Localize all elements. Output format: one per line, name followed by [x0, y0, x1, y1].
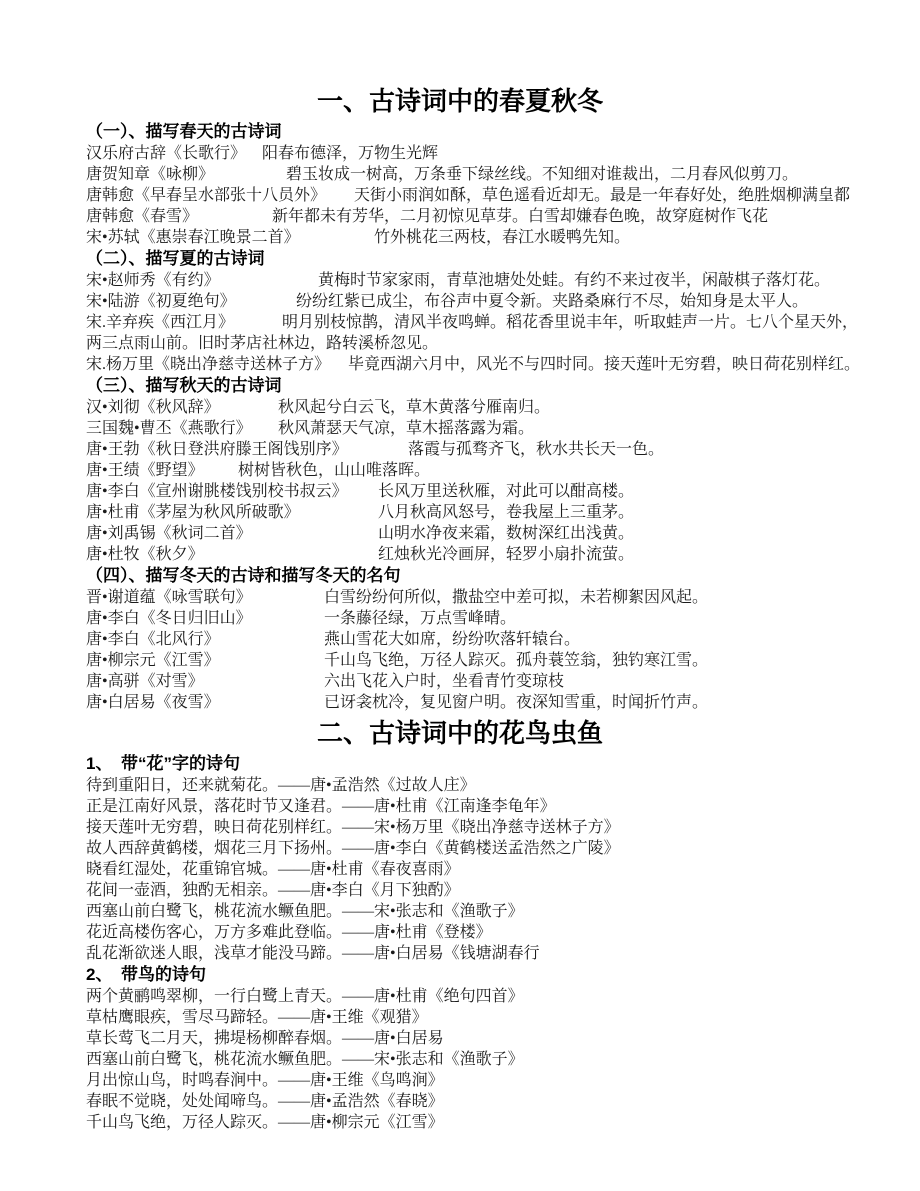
poem-source: 汉乐府古辞《长歌行》 [86, 145, 247, 162]
poem-line [86, 439, 870, 460]
poem-line [86, 312, 870, 354]
verse-line: 春眠不觉晓，处处闻啼鸟。——唐•孟浩然《春晓》 [86, 1093, 444, 1110]
poem-source: 晋•谢道蕴《咏雪联句》 [86, 589, 252, 606]
poem-source: 唐韩愈《早春呈水部张十八员外》 [86, 187, 327, 204]
section-spring [86, 121, 870, 248]
poem-line [86, 227, 870, 248]
verse-line: 花近高楼伤客心，万方多难此登临。——唐•杜甫《登楼》 [86, 924, 492, 941]
poem-source: 宋.杨万里《晓出净慈寺送林子方》 [86, 356, 331, 373]
verse-line: 西塞山前白鹭飞，桃花流水鳜鱼肥。——宋•张志和《渔歌子》 [86, 1051, 524, 1068]
verse-line: 月出惊山鸟，时鸣春涧中。——唐•王维《鸟鸣涧》 [86, 1072, 444, 1089]
verse-line: 晓看红湿处，花重锦官城。——唐•杜甫《春夜喜雨》 [86, 861, 460, 878]
poem-quote: 白雪纷纷何所似，撒盐空中差可拟，未若柳絮因风起。 [324, 589, 709, 606]
part1-title: 一、古诗词中的春夏秋冬 [316, 86, 603, 116]
poem-source: 唐•李白《冬日归旧山》 [86, 610, 252, 627]
poem-line [86, 608, 870, 629]
poem-quote: 纷纷红紫已成尘，布谷声中夏令新。夹路桑麻行不尽，始知身是太平人。 [296, 293, 809, 310]
poem-source: 唐•高骈《对雪》 [86, 673, 204, 690]
poem-source: 宋•赵师秀《有约》 [86, 272, 220, 289]
section-summer-header: （二）、描写夏的古诗词 [86, 249, 265, 268]
poem-source: 唐•李白《宣州谢朓楼饯别校书叔云》 [86, 483, 348, 500]
poem-line [86, 206, 870, 227]
poem-line [86, 502, 870, 523]
poem-quote: 落霞与孤骛齐飞，秋水共长天一色。 [408, 441, 665, 458]
poem-quote: 毕竟西湖六月中，风光不与四时同。接天莲叶无穷碧，映日荷花别样红。 [348, 356, 861, 373]
poem-quote: 树树皆秋色，山山唯落晖。 [238, 462, 431, 479]
poem-line [86, 671, 870, 692]
poem-source: 宋•陆游《初夏绝句》 [86, 293, 236, 310]
verse-line: 正是江南好风景，落花时节又逢君。——唐•杜甫《江南逢李龟年》 [86, 798, 556, 815]
poem-line [86, 692, 870, 713]
poem-source: 唐•白居易《夜雪》 [86, 694, 220, 711]
poem-quote: 竹外桃花三两枝，春江水暖鸭先知。 [374, 229, 631, 246]
poem-quote: 一条藤径绿，万点雪峰晴。 [324, 610, 517, 627]
section-spring-header: （一）、描写春天的古诗词 [86, 122, 282, 141]
subsection-bird [86, 964, 870, 1133]
poem-quote: 黄梅时节家家雨，青草池塘处处蛙。有约不来过夜半，闲敲棋子落灯花。 [318, 272, 831, 289]
verse-line: 西塞山前白鹭飞，桃花流水鳜鱼肥。——宋•张志和《渔歌子》 [86, 903, 524, 920]
poem-quote: 八月秋高风怒号，卷我屋上三重茅。 [378, 504, 635, 521]
poem-source: 三国魏•曹丕《燕歌行》 [86, 420, 252, 437]
poem-source: 唐•李白《北风行》 [86, 631, 220, 648]
section-summer [86, 248, 870, 375]
poem-source: 唐•王绩《野望》 [86, 462, 204, 479]
poem-quote: 六出飞花入户时，坐看青竹变琼枝 [324, 673, 565, 690]
poem-quote: 山明水净夜来霜，数树深红出浅黄。 [378, 525, 635, 542]
poem-source: 唐•杜牧《秋夕》 [86, 546, 204, 563]
verse-line: 故人西辞黄鹤楼，烟花三月下扬州。——唐•李白《黄鹤楼送孟浩然之广陵》 [86, 840, 620, 857]
part2-title: 二、古诗词中的花鸟虫鱼 [316, 718, 603, 748]
poem-source: 汉•刘彻《秋风辞》 [86, 399, 220, 416]
poem-quote: 千山鸟飞绝，万径人踪灭。孤舟蓑笠翁，独钓寒江雪。 [324, 652, 709, 669]
poem-line [86, 291, 870, 312]
poem-line [86, 460, 870, 481]
poem-source: 唐•刘禹锡《秋词二首》 [86, 525, 252, 542]
poem-quote: 燕山雪花大如席，纷纷吹落轩辕台。 [324, 631, 581, 648]
subsection-bird-header: 2、 带鸟的诗句 [86, 965, 206, 984]
poem-line [86, 143, 870, 164]
poem-quote: 红烛秋光冷画屏，轻罗小扇扑流萤。 [378, 546, 635, 563]
poem-quote: 长风万里送秋雁，对此可以酣高楼。 [378, 483, 635, 500]
verse-line: 草枯鹰眼疾，雪尽马蹄轻。——唐•王维《观猎》 [86, 1009, 428, 1026]
poem-line [86, 270, 870, 291]
poem-quote: 秋风起兮白云飞，草木黄落兮雁南归。 [278, 399, 551, 416]
poem-quote: 碧玉妆成一树高，万条垂下绿丝线。不知细对谁裁出，二月春风似剪刀。 [286, 166, 799, 183]
poem-quote: 天街小雨润如酥，草色遥看近却无。最是一年春好处，绝胜烟柳满皇都 [354, 187, 851, 204]
poem-line [86, 650, 870, 671]
poem-line [86, 354, 870, 375]
section-autumn-header: （三）、描写秋天的古诗词 [86, 376, 282, 395]
subsection-flower-header: 1、 带“花”字的诗句 [86, 754, 240, 773]
poem-line [86, 397, 870, 418]
poem-quote: 新年都未有芳华，二月初惊见草芽。白雪却嫌春色晚，故穿庭树作飞花 [272, 208, 769, 225]
verse-line: 两个黄鹂鸣翠柳，一行白鹭上青天。——唐•杜甫《绝句四首》 [86, 988, 524, 1005]
subsection-flower [86, 753, 870, 964]
poem-line [86, 185, 870, 206]
poem-quote: 秋风萧瑟天气凉，草木摇落露为霜。 [278, 420, 535, 437]
poem-quote: 阳春布德泽，万物生光辉 [262, 145, 439, 162]
poem-line [86, 164, 870, 185]
poem-source: 唐•王勃《秋日登洪府滕王阁饯别序》 [86, 441, 348, 458]
verse-line: 千山鸟飞绝，万径人踪灭。——唐•柳宗元《江雪》 [86, 1114, 444, 1131]
poem-line [86, 523, 870, 544]
verse-line: 待到重阳日，还来就菊花。——唐•孟浩然《过故人庄》 [86, 777, 476, 794]
poem-source: 宋•苏轼《惠崇春江晚景二首》 [86, 229, 300, 246]
poem-source: 唐•杜甫《茅屋为秋风所破歌》 [86, 504, 300, 521]
poem-source: 唐贺知章《咏柳》 [86, 166, 215, 183]
poem-source: 唐•柳宗元《江雪》 [86, 652, 220, 669]
section-winter [86, 565, 870, 713]
poem-line [86, 481, 870, 502]
verse-line: 花间一壶酒，独酌无相亲。——唐•李白《月下独酌》 [86, 882, 460, 899]
verse-line: 草长莺飞二月天，拂堤杨柳醉春烟。——唐•白居易 [86, 1030, 444, 1047]
verse-line: 乱花渐欲迷人眼，浅草才能没马蹄。——唐•白居易《钱塘湖春行 [86, 945, 540, 962]
poem-quote: 已讶衾枕冷，复见窗户明。夜深知雪重，时闻折竹声。 [324, 694, 709, 711]
verse-line: 接天莲叶无穷碧，映日荷花别样红。——宋•杨万里《晓出净慈寺送林子方》 [86, 819, 620, 836]
poem-source: 唐韩愈《春雪》 [86, 208, 199, 225]
poem-line [86, 629, 870, 650]
poem-quote: 明月别枝惊鹊，清风半夜鸣蝉。稻花香里说丰年，听取蛙声一片。七八个星天外，两三点雨山前。旧时茅店社林边，路转溪桥忽见。 [86, 314, 859, 352]
poem-source: 宋.辛弃疾《西江月》 [86, 314, 235, 331]
poem-line [86, 544, 870, 565]
section-autumn [86, 375, 870, 565]
poem-line [86, 418, 870, 439]
section-winter-header: （四）、描写冬天的古诗和描写冬天的名句 [86, 566, 401, 585]
poem-line [86, 587, 870, 608]
